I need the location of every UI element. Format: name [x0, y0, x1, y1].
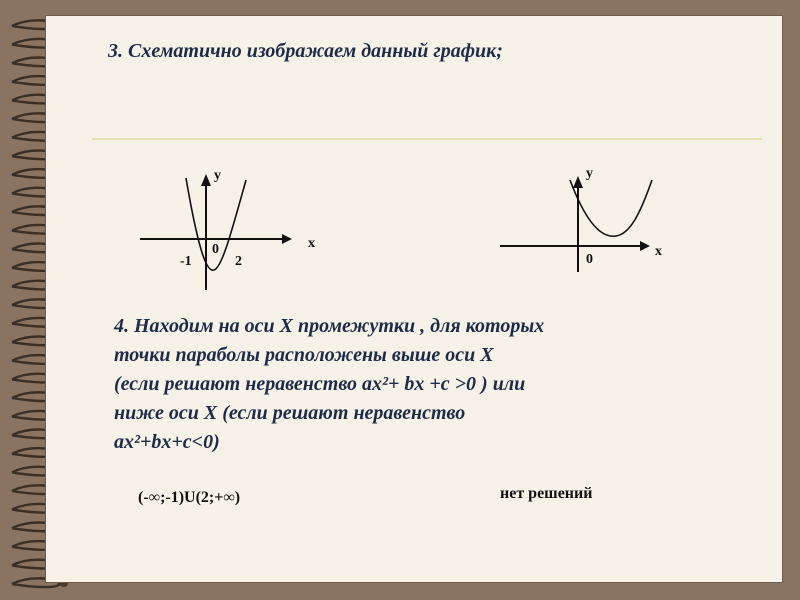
step3-heading: 3. Схематично изображаем данный график;: [108, 40, 503, 62]
x-axis-label: x: [308, 236, 315, 251]
y-axis-label: y: [214, 168, 221, 183]
step4-text: [114, 312, 714, 457]
step4-line: 4. Находим на оси Х промежутки , для которых: [114, 315, 545, 337]
x-axis-arrow-icon: [640, 241, 650, 251]
origin-label: 0: [212, 242, 219, 257]
origin-label: 0: [586, 252, 593, 267]
x-axis-label: x: [655, 244, 662, 259]
root-left-label: -1: [180, 254, 192, 269]
answer-right: нет решений: [500, 485, 593, 502]
y-axis-label: y: [586, 166, 593, 181]
step4-line: ниже оси Х (если решают неравенство: [114, 402, 466, 424]
step4-line: ax²+bx+c<0): [114, 431, 220, 453]
step4-line: точки параболы расположены выше оси Х: [114, 344, 494, 366]
y-axis-arrow-icon: [573, 176, 583, 188]
answer-left: (-∞;-1)U(2;+∞): [138, 489, 241, 506]
root-right-label: 2: [235, 254, 242, 269]
step4-line: (если решают неравенство ax²+ bx +c >0 ) или: [114, 373, 526, 395]
parabola-right: [570, 180, 652, 236]
